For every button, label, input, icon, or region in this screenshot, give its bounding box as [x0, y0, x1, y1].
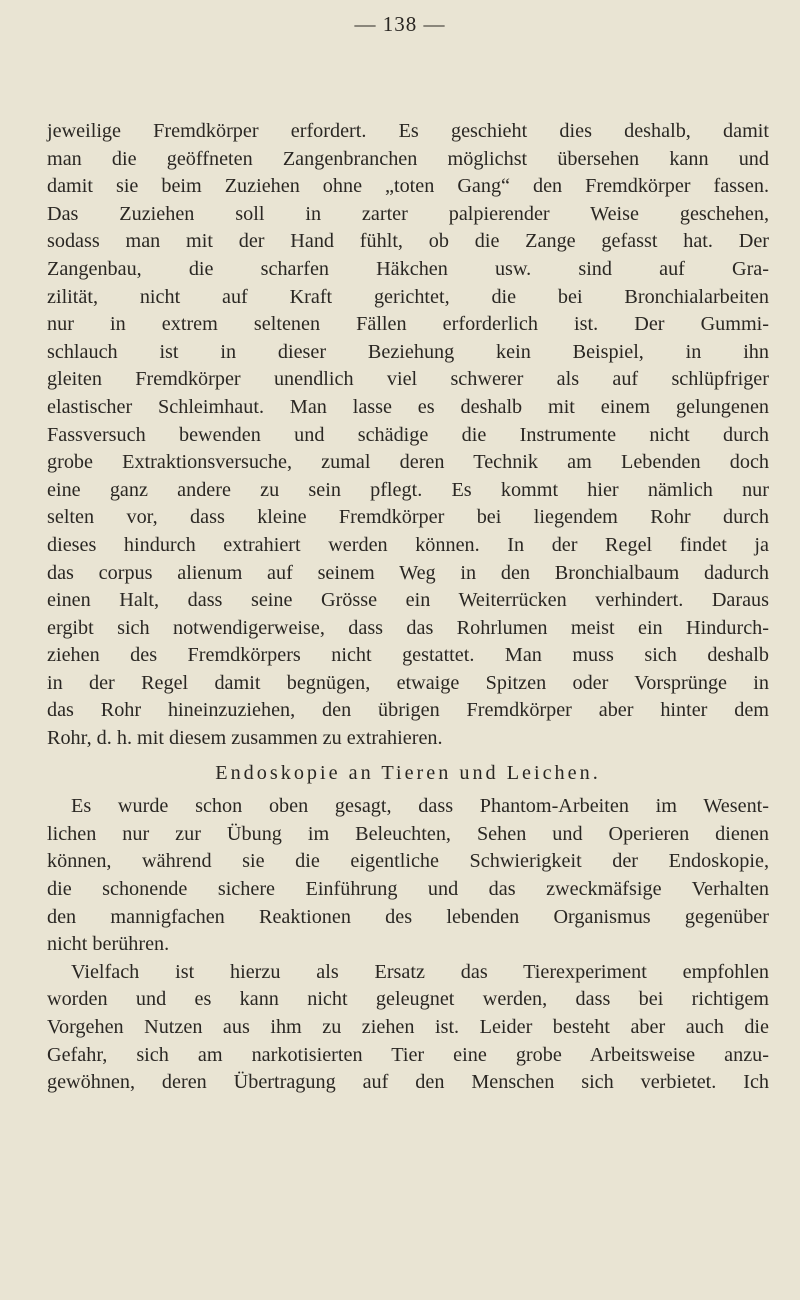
text-line: das Rohr hineinzuziehen, den übrigen Fremdkörper aber hinter dem — [47, 699, 769, 722]
text-line: gleiten Fremdkörper unendlich viel schwerer als auf schlüpfriger — [47, 368, 769, 391]
text-line: selten vor, dass kleine Fremdkörper bei liegendem Rohr durch — [47, 506, 769, 529]
text-line: Rohr, d. h. mit diesem zusammen zu extrahieren. — [47, 727, 443, 750]
text-line: ergibt sich notwendigerweise, dass das Rohrlumen meist ein Hindurch- — [47, 616, 769, 639]
text-line: die schonende sichere Einführung und das zweckmäfsige Verhalten — [47, 878, 769, 901]
paragraph-3 — [47, 959, 769, 1097]
text-line: schlauch ist in dieser Beziehung kein Beispiel, in ihn — [47, 340, 769, 363]
paragraph-2 — [47, 793, 769, 959]
text-line: eine ganz andere zu sein pflegt. Es kommt hier nämlich nur — [47, 478, 769, 501]
paragraph-1 — [47, 118, 769, 753]
text-line: lichen nur zur Übung im Beleuchten, Sehen und Operieren dienen — [47, 822, 769, 845]
text-line: Zangenbau, die scharfen Häkchen usw. sind auf Gra- — [47, 257, 769, 280]
text-line: man die geöffneten Zangenbranchen möglichst übersehen kann und — [47, 147, 769, 170]
section-heading: Endoskopie an Tieren und Leichen. — [215, 761, 601, 784]
text-line: zilität, nicht auf Kraft gerichtet, die bei Bronchialarbeiten — [47, 285, 769, 308]
text-line: Es wurde schon oben gesagt, dass Phantom-Arbeiten im Wesent- — [71, 795, 769, 818]
text-line: nicht berühren. — [47, 933, 170, 956]
page-number: — 138 — — [354, 12, 446, 36]
text-line: worden und es kann nicht geleugnet werden, dass bei richtigem — [47, 988, 769, 1011]
text-line: ziehen des Fremdkörpers nicht gestattet. Man muss sich deshalb — [47, 644, 769, 667]
body-text — [47, 118, 769, 1097]
text-line: Vorgehen Nutzen aus ihm zu ziehen ist. Leider besteht aber auch die — [47, 1016, 769, 1038]
text-line: Fassversuch bewenden und schädige die Instrumente nicht durch — [47, 423, 769, 446]
text-line: nur in extrem seltenen Fällen erforderlich ist. Der Gummi- — [47, 313, 769, 336]
text-line: in der Regel damit begnügen, etwaige Spitzen oder Vorsprünge in — [47, 671, 769, 694]
text-line: grobe Extraktionsversuche, zumal deren Technik am Lebenden doch — [47, 451, 769, 474]
text-line: Vielfach ist hierzu als Ersatz das Tierexperiment empfohlen — [71, 960, 769, 983]
text-line: den mannigfachen Reaktionen des lebenden Organismus gegenüber — [47, 905, 769, 928]
text-line: Gefahr, sich am narkotisierten Tier eine grobe Arbeitsweise anzu- — [47, 1043, 769, 1066]
text-line: damit sie beim Zuziehen ohne „toten Gang“ den Fremdkörper fassen. — [47, 175, 769, 198]
text-line: sodass man mit der Hand fühlt, ob die Zange gefasst hat. Der — [47, 230, 769, 253]
text-line: jeweilige Fremdkörper erfordert. Es geschieht dies deshalb, damit — [47, 120, 769, 142]
text-line: elastischer Schleimhaut. Man lasse es deshalb mit einem gelungenen — [47, 395, 769, 418]
text-line: gewöhnen, deren Übertragung auf den Menschen sich verbietet. Ich — [47, 1071, 769, 1094]
text-line: Das Zuziehen soll in zarter palpierender Weise geschehen, — [47, 202, 769, 225]
text-line: das corpus alienum auf seinem Weg in den Bronchialbaum dadurch — [47, 561, 769, 584]
text-line: einen Halt, dass seine Grösse ein Weiterrücken verhindert. Daraus — [47, 589, 769, 612]
text-line: können, während sie die eigentliche Schwierigkeit der Endoskopie, — [47, 850, 769, 873]
text-line: dieses hindurch extrahiert werden können. In der Regel findet ja — [47, 533, 769, 556]
